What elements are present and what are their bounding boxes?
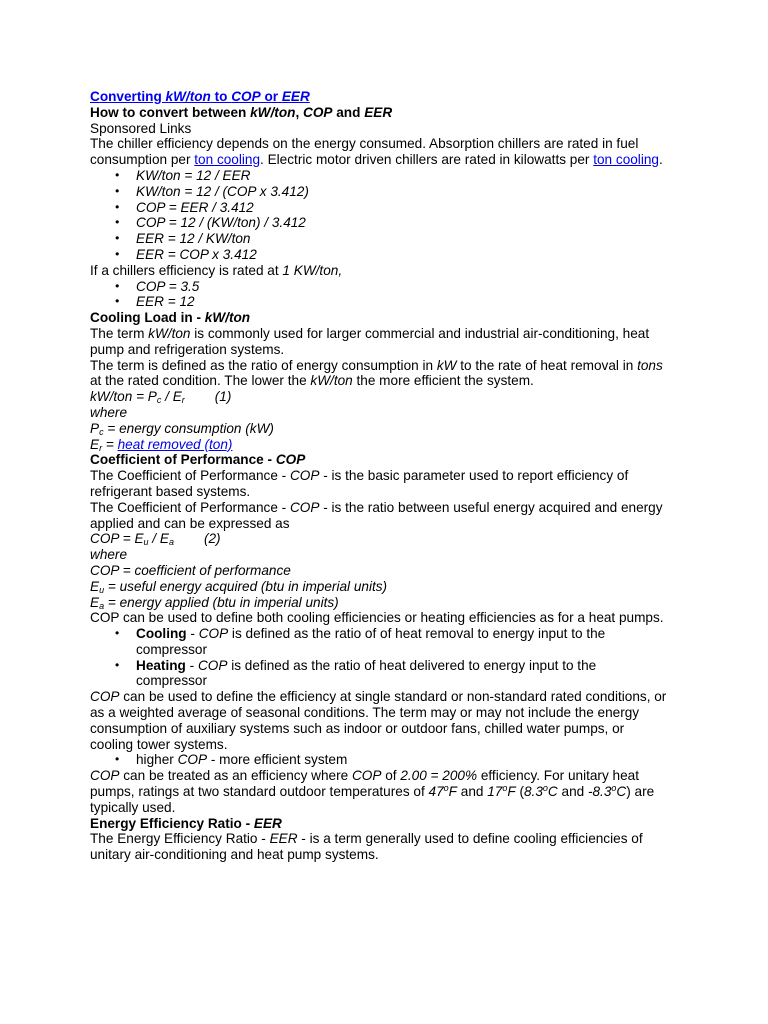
title-part[interactable]: Converting: [90, 89, 166, 104]
list-item-heating: [90, 658, 690, 690]
text: -: [185, 657, 198, 673]
text: higher: [136, 752, 178, 768]
cop-note-list: [90, 752, 690, 768]
title-part[interactable]: to: [210, 89, 232, 104]
heading-text: kW/ton: [204, 310, 251, 326]
list-item: • COP = 3.5: [90, 279, 690, 295]
paragraph-line: [90, 468, 690, 484]
equation-text: COP = E: [90, 531, 144, 547]
text: the more efficient the system.: [352, 373, 534, 389]
subtitle-text: How to convert between: [90, 104, 251, 120]
subtitle-text: EER: [364, 104, 393, 120]
definition-line: [90, 579, 690, 595]
text: The Energy Efficiency Ratio -: [90, 831, 270, 847]
paragraph-line: unitary air-conditioning and heat pump systems.: [90, 847, 379, 863]
text: E: [90, 436, 100, 452]
text: = energy applied (btu in imperial units): [104, 594, 339, 610]
text: efficiency. For unitary heat: [477, 768, 639, 784]
example-list: [90, 279, 690, 311]
subtitle-text: COP: [303, 104, 333, 120]
text: The Coefficient of Performance -: [90, 468, 290, 484]
text: can be used to define the efficiency at single standard or non-standard rated conditions, or: [119, 689, 667, 705]
page-subtitle: [90, 105, 690, 121]
subscript: a: [99, 600, 105, 611]
document-body: [90, 89, 690, 863]
subtitle-text: kW/ton: [250, 104, 296, 120]
text: at the rated condition. The lower the: [90, 373, 311, 389]
subscript: c: [99, 426, 104, 437]
subscript: r: [99, 442, 103, 453]
list-item: • EER = 12: [90, 294, 690, 310]
intro-text: . Electric motor driven chillers are rated in kilowatts per: [260, 152, 594, 168]
text: and: [557, 784, 588, 800]
list-item: • KW/ton = 12 / (COP x 3.412): [90, 184, 690, 200]
definition-line: [90, 437, 690, 453]
text: COP: [197, 657, 228, 673]
text: C: [616, 784, 627, 800]
conversion-formulas-list: [90, 168, 690, 263]
text: ) are: [626, 784, 655, 800]
text: kW/ton: [310, 373, 353, 389]
text: 17: [487, 784, 503, 800]
paragraph-line: [90, 689, 690, 705]
text: 8.3: [523, 784, 543, 800]
text: -8.3: [587, 784, 612, 800]
text: C: [547, 784, 558, 800]
paragraph-line: cooling tower systems.: [90, 736, 228, 752]
equation-2: [90, 531, 690, 547]
equation-1: [90, 389, 690, 405]
text: compressor: [136, 673, 208, 689]
equation-text: / E: [148, 531, 169, 547]
text: kW/ton: [148, 325, 191, 341]
text: Cooling: [136, 626, 187, 642]
text: COP: [351, 768, 382, 784]
paragraph-line: consumption of auxiliary systems such as indoor or outdoor fans, chilled water pumps, or: [90, 720, 625, 736]
section-heading-eer: [90, 816, 690, 832]
title-part[interactable]: EER: [281, 89, 310, 104]
paragraph-line: refrigerant based systems.: [90, 483, 251, 499]
page-title[interactable]: [90, 89, 690, 105]
text: The term: [90, 325, 149, 341]
heading-text: Coefficient of Performance -: [90, 452, 276, 468]
paragraph-line: applied and can be expressed as: [90, 515, 290, 531]
definition-line: [90, 595, 690, 611]
subtitle-text: ,: [295, 104, 303, 120]
paragraph-line: [90, 358, 690, 374]
text: is defined as the ratio of of heat removal to energy input to the: [228, 626, 606, 642]
text: The Coefficient of Performance -: [90, 499, 290, 515]
text: F: [448, 784, 457, 800]
definition-line: COP = coefficient of performance: [90, 562, 291, 578]
text: to the rate of heat removal in: [456, 357, 638, 373]
list-item: • EER = 12 / KW/ton: [90, 231, 690, 247]
text: pumps, ratings at two standard outdoor temperatures of: [90, 784, 429, 800]
equation-text: / E: [161, 389, 182, 405]
paragraph-line: as a weighted average of seasonal conditions. The term may or may not include the energy: [90, 705, 640, 721]
text: EER: [269, 831, 298, 847]
section-heading-cooling-load: [90, 310, 690, 326]
list-item: • EER = COP x 3.412: [90, 247, 690, 263]
subscript: u: [99, 584, 105, 595]
text: COP: [177, 752, 208, 768]
text: COP: [198, 626, 229, 642]
degree-sign: o: [443, 783, 449, 794]
heading-text: Cooling Load in -: [90, 310, 205, 326]
degree-sign: o: [611, 783, 617, 794]
text: COP: [90, 768, 120, 784]
text: COP: [90, 689, 120, 705]
paragraph-line: [90, 768, 690, 784]
equation-number: (2): [203, 531, 221, 547]
text: COP: [289, 468, 320, 484]
cop-modes-list: [90, 626, 690, 689]
heading-text: Energy Efficiency Ratio -: [90, 815, 254, 831]
text: Heating: [136, 657, 186, 673]
section-heading-cop: [90, 452, 690, 468]
paragraph-line: [90, 784, 690, 800]
example-text: 1 KW/ton,: [282, 262, 343, 278]
subscript: u: [143, 537, 149, 548]
text: (: [515, 784, 524, 800]
equation-number: (1): [214, 389, 232, 405]
definition-line: [90, 421, 690, 437]
text: The term is defined as the ratio of energy consumption in: [90, 357, 437, 373]
paragraph-line: [90, 326, 690, 342]
text: tons: [637, 357, 663, 373]
text: E: [90, 594, 100, 610]
title-part[interactable]: COP: [231, 89, 261, 104]
text: is defined as the ratio of heat delivered to energy input to the: [227, 657, 597, 673]
text: F: [507, 784, 516, 800]
list-item: • COP = EER / 3.412: [90, 200, 690, 216]
intro-line-2: [90, 152, 690, 168]
paragraph-line: pump and refrigeration systems.: [90, 341, 285, 357]
where-label: where: [90, 404, 128, 420]
paragraph-line: typically used.: [90, 799, 176, 815]
list-item: • KW/ton = 12 / EER: [90, 168, 690, 184]
where-label: where: [90, 547, 128, 563]
text: 2.00 = 200%: [400, 768, 478, 784]
subtitle-text: and: [332, 104, 365, 120]
heading-text: EER: [253, 815, 282, 831]
text: - is a term generally used to define cooling efficiencies of: [297, 831, 643, 847]
list-item-cooling: [90, 626, 690, 658]
heading-text: COP: [275, 452, 306, 468]
text: can be treated as an efficiency where: [119, 768, 352, 784]
subscript: a: [168, 537, 174, 548]
degree-sign: o: [542, 783, 548, 794]
text: - is the ratio between useful energy acquired and energy: [319, 499, 663, 515]
title-part[interactable]: kW/ton: [165, 89, 211, 104]
text: E: [90, 578, 100, 594]
paragraph-line: [90, 373, 690, 389]
text: = energy consumption (kW): [103, 420, 274, 436]
paragraph-line: [90, 831, 690, 847]
example-text: If a chillers efficiency is rated at: [90, 262, 283, 278]
degree-sign: o: [502, 783, 508, 794]
ton-cooling-link[interactable]: ton cooling: [194, 152, 261, 168]
text: COP: [289, 499, 320, 515]
paragraph-line: COP can be used to define both cooling efficiencies or heating efficiencies as for a heat pumps.: [90, 610, 664, 626]
list-item: [90, 752, 690, 768]
intro-text: .: [658, 152, 663, 168]
text: is commonly used for larger commercial and industrial air-conditioning, heat: [190, 325, 650, 341]
text: kW: [436, 357, 457, 373]
text: - more efficient system: [207, 752, 348, 768]
text: P: [90, 420, 100, 436]
text: compressor: [136, 641, 208, 657]
equation-text: kW/ton = P: [90, 389, 157, 405]
paragraph-line: [90, 500, 690, 516]
text: =: [102, 436, 118, 452]
text: of: [381, 768, 401, 784]
sponsored-links-label: Sponsored Links: [90, 120, 192, 136]
title-part[interactable]: or: [260, 89, 282, 104]
subscript: c: [156, 395, 162, 406]
text: -: [186, 626, 199, 642]
text: and: [456, 784, 488, 800]
example-intro: [90, 263, 690, 279]
subscript: r: [181, 395, 185, 406]
intro-line-1: The chiller efficiency depends on the energy consumed. Absorption chillers are rated in fuel: [90, 136, 639, 152]
list-item: • COP = 12 / (KW/ton) / 3.412: [90, 215, 690, 231]
text: - is the basic parameter used to report efficiency of: [319, 468, 629, 484]
text: 47: [428, 784, 444, 800]
ton-cooling-link[interactable]: ton cooling: [593, 152, 659, 168]
heat-removed-link[interactable]: heat removed (ton): [117, 436, 233, 452]
intro-text: consumption per: [90, 152, 195, 168]
text: = useful energy acquired (btu in imperial units): [104, 578, 388, 594]
